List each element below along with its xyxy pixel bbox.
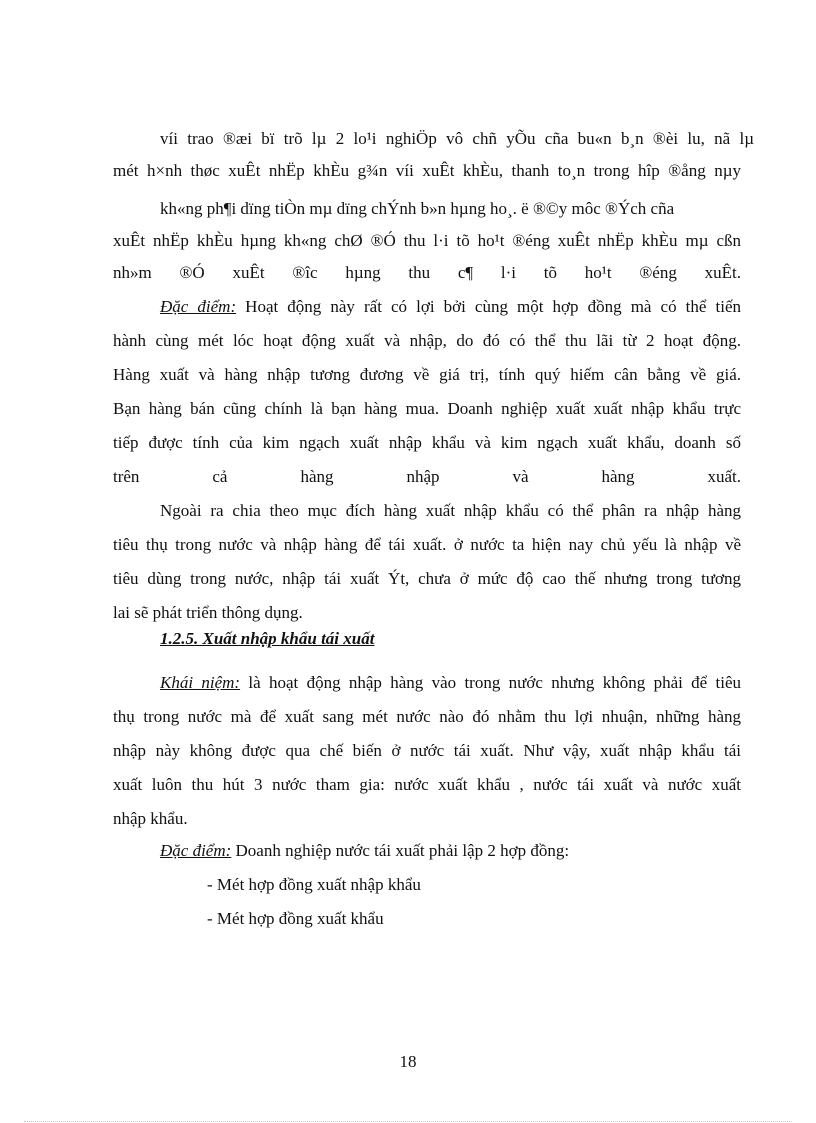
section-label: Khái niệm: [160, 673, 241, 692]
text-line: kh«ng ph¶i dïng tiÒn mµ dïng chÝnh b»n hµng ho¸. ë ®©y môc ®Ých cña [160, 199, 675, 218]
text-line: thụ trong nước mà để xuất sang mét nước nào đó nhằm thu lợi nhuận, những hàng [113, 707, 741, 726]
text-line: Hàng xuất và hàng nhập tương đương về giá trị, tính quý hiếm cân bằng về giá. [113, 365, 741, 384]
footer-divider [24, 1121, 792, 1122]
text-line: xuÊt nhËp khÈu hµng kh«ng chØ ®Ó thu l·i tõ ho¹t ®éng xuÊt nhËp khÈu mµ cßn [113, 231, 741, 250]
text-line: xuất luôn thu hút 3 nước tham gia: nước xuất khẩu , nước tái xuất và nước xuất [113, 775, 741, 794]
text-line: hành cùng mét lóc hoạt động xuất và nhập, do đó có thể thu lãi từ 2 hoạt động. [113, 331, 741, 350]
text-line: mét h×nh thøc xuÊt nhËp khÈu g¾n víi xuÊt khÈu, thanh to¸n trong hîp ®ång nµy [113, 161, 741, 180]
text-run: Hoạt động này rất có lợi bởi cùng một hợp đồng mà có thể tiến [236, 297, 741, 316]
text-line: lai sẽ phát triển thông dụng. [113, 603, 303, 622]
paragraph-line [0, 840, 816, 862]
paragraph-line [0, 296, 741, 318]
list-item: - Mét hợp đồng xuất nhập khẩu [207, 875, 421, 894]
text-line: Bạn hàng bán cũng chính là bạn hàng mua. Doanh nghiệp xuất xuất nhập khẩu trực [113, 399, 741, 418]
section-heading: 1.2.5. Xuất nhập khẩu tái xuất [160, 629, 375, 648]
text-line: nhập khẩu. [113, 809, 188, 828]
section-label: Đặc điểm: [160, 297, 237, 316]
text-line: Ngoài ra chia theo mục đích hàng xuất nhập khẩu có thể phân ra nhập hàng [160, 501, 741, 520]
text-line: víi trao ®æi bï trõ lµ 2 lo¹i nghiÖp vô chñ yÕu cña bu«n b¸n ®èi lu, nã lµ [160, 129, 754, 148]
list-item: - Mét hợp đồng xuất khẩu [207, 909, 384, 928]
text-line: nhập này không được qua chế biến ở nước tái xuất. Như vậy, xuất nhập khẩu tái [113, 741, 741, 760]
text-line: nh»m ®Ó xuÊt ®îc hµng thu c¶ l·i tõ ho¹t ®éng xuÊt. [113, 263, 741, 282]
section-label: Đặc điểm: [160, 841, 232, 860]
text-line: tiếp được tính của kim ngạch xuất nhập khẩu và kim ngạch xuất khẩu, doanh số [113, 433, 741, 452]
page-number: 18 [399, 1052, 417, 1071]
text-line: trên cả hàng nhập và hàng xuất. [113, 467, 741, 486]
text-line: tiêu thụ trong nước và nhập hàng để tái xuất. ở nước ta hiện nay chủ yếu là nhập về [113, 535, 741, 554]
text-run: Doanh nghiệp nước tái xuất phải lập 2 hợp đồng: [231, 841, 570, 860]
text-run: là hoạt động nhập hàng vào trong nước nhưng không phải để tiêu [240, 673, 741, 692]
paragraph-line [0, 672, 741, 694]
text-line: tiêu dùng trong nước, nhập tái xuất Ýt, chưa ở mức độ cao thế nhưng trong tương [113, 569, 741, 588]
